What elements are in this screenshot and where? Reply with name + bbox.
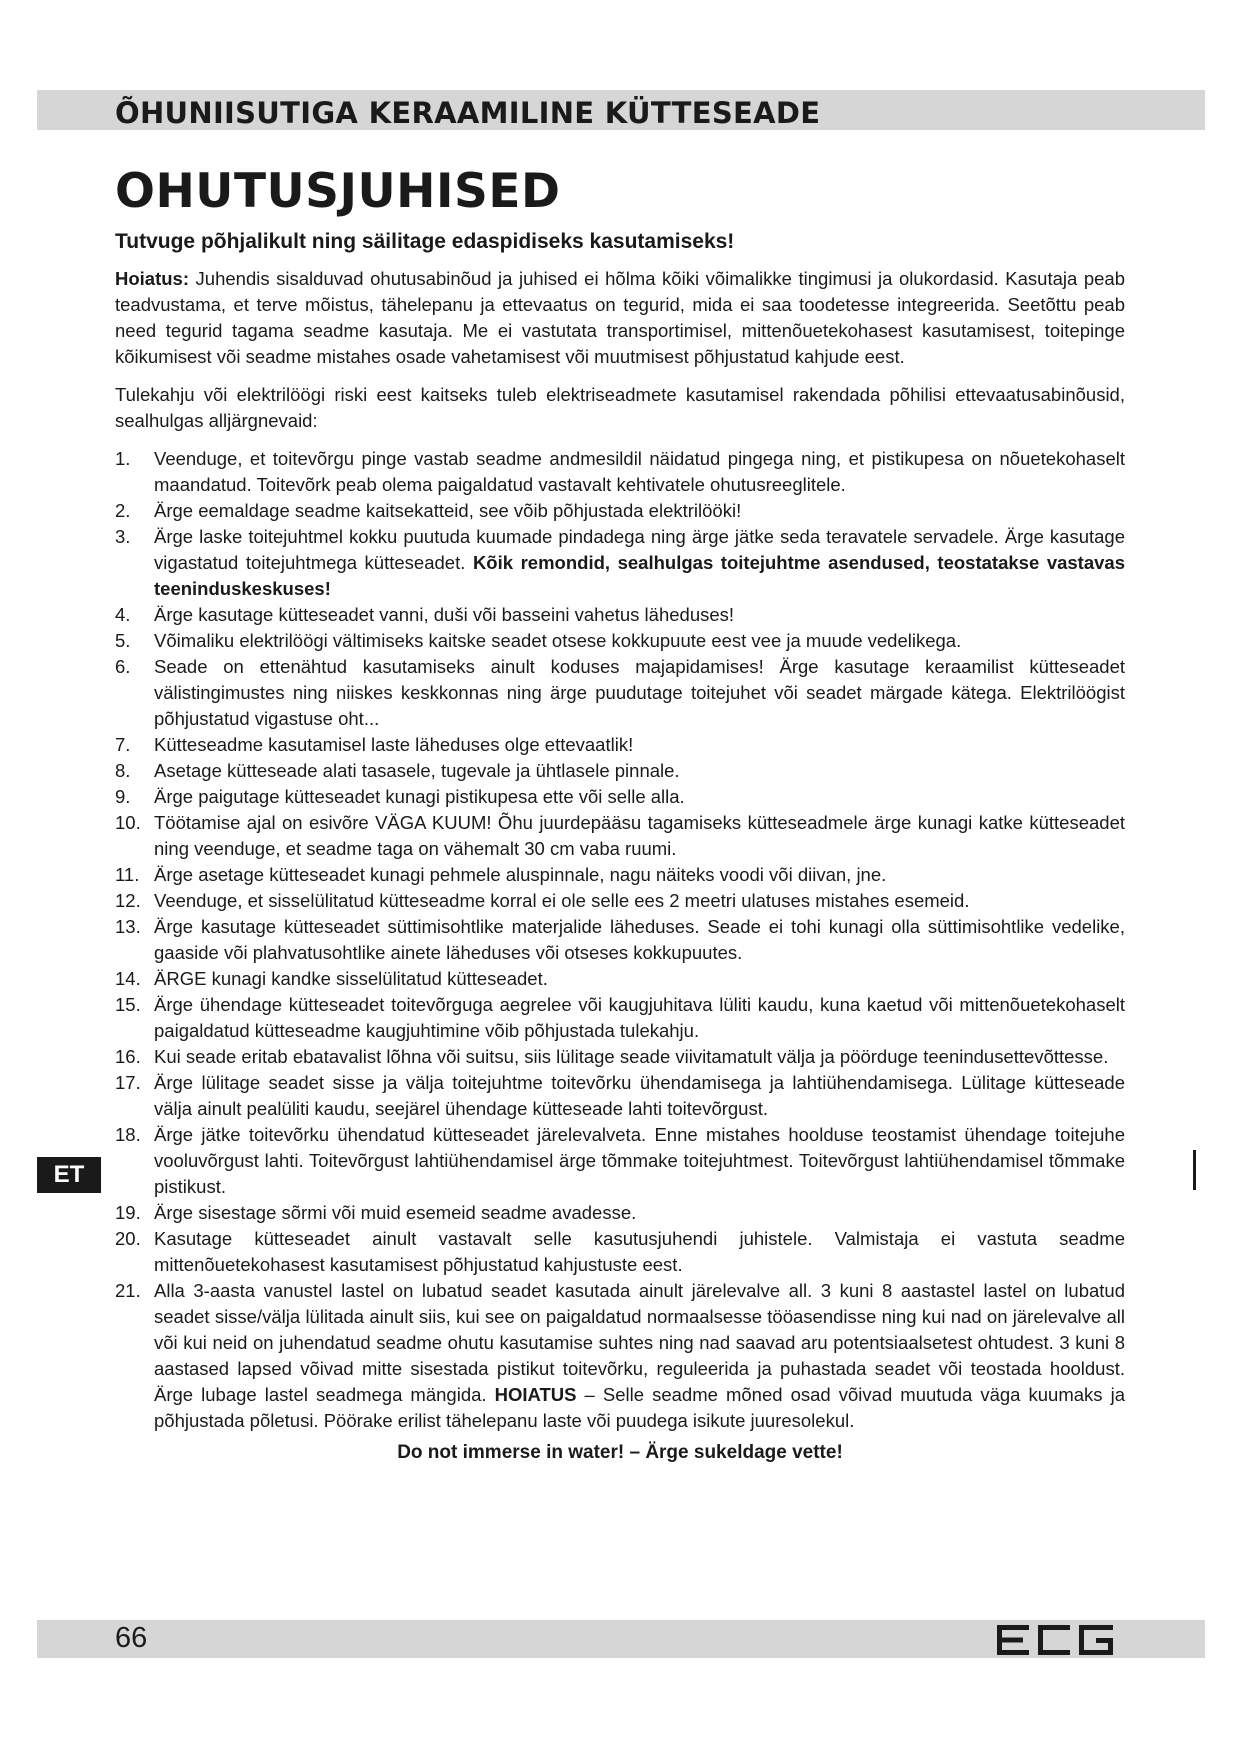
list-item	[115, 1200, 1125, 1226]
list-item	[115, 810, 1125, 862]
list-item-text: Alla 3-aasta vanustel lastel on lubatud seadet kasutada ainult järelevalve all. 3 kuni 8 aastastel lastel on lubatud seadet sisse/välja lülitada ainult siis, kui see on paigaldatud normaalsesse tööasendisse ning kui nad on järelevalve all või kui neid on juhendatud seadme ohutu kasutamise suhtes ning nad saavad aru potentsiaalsetest ohtudest. 3 kuni 8 aastased lapsed võivad mitte sisestada pistikut toitevõrku, reguleerida ja puhastada seadet või teostada hooldust. Ärge lubage lastel seadmega mängida.	[154, 1280, 1125, 1405]
list-item-number: 10.	[115, 812, 141, 833]
warning-paragraph	[115, 266, 1125, 370]
list-item	[115, 1044, 1125, 1070]
list-item-number: 5.	[115, 630, 131, 651]
list-item-number: 9.	[115, 786, 131, 807]
list-item	[115, 784, 1125, 810]
list-item-number: 14.	[115, 968, 141, 989]
warning-label: Hoiatus:	[115, 268, 189, 289]
list-item-text: Ärge lülitage seadet sisse ja välja toitejuhtme toitevõrku ühendamisega ja lahtiühendamisega. Lülitage kütteseade välja ainult pealüliti kaudu, seejärel ühendage kütteseade lahti toitevõrgust.	[154, 1072, 1125, 1119]
list-item-emphasis: HOIATUS	[494, 1384, 577, 1405]
list-item-text: Asetage kütteseade alati tasasele, tugevale ja ühtlasele pinnale.	[154, 760, 680, 781]
list-item-emphasis: Kõik remondid, sealhulgas toitejuhtme asendused, teostatakse vastavas teeninduskeskuses!	[154, 552, 1125, 599]
warning-text: Juhendis sisalduvad ohutusabinõud ja juhised ei hõlma kõiki võimalikke tingimusi ja olukordasid. Kasutaja peab teadvustama, et terve mõistus, tähelepanu ja ettevaatus on tegurid, mida ei saa toodetesse integreerida. Seetõttu peab need tegurid tagama seadme kasutaja. Me ei vastutata transportimisel, mittenõuetekohasest kasutamisest, toitepinge kõikumisest või seadme mistahes osade vahetamisest või muutmisest põhjustatud kahjude eest.	[115, 268, 1125, 367]
list-item-number: 11.	[115, 864, 140, 885]
page-number: 66	[115, 1622, 148, 1654]
list-item-text: Ärge eemaldage seadme kaitsekatteid, see võib põhjustada elektrilööki!	[154, 500, 742, 521]
list-item-text: Ärge paigutage kütteseadet kunagi pistikupesa ette või selle alla.	[154, 786, 685, 807]
list-item-number: 6.	[115, 656, 131, 677]
list-item-text: ÄRGE kunagi kandke sisselülitatud kütteseadet.	[154, 968, 548, 989]
list-item-text: Ärge kasutage kütteseadet vanni, duši või basseini vahetus läheduses!	[154, 604, 735, 625]
list-item	[115, 602, 1125, 628]
list-item-text: Töötamise ajal on esivõre VÄGA KUUM! Õhu juurdepääsu tagamiseks kütteseadmele ärge kunagi katke kütteseadet ning veenduge, et seadme taga on vähemalt 30 cm vaba ruumi.	[154, 812, 1125, 859]
edge-marker	[1193, 1150, 1196, 1190]
list-item-text: Kütteseadme kasutamisel laste läheduses olge ettevaatlik!	[154, 734, 634, 755]
header-bar	[37, 90, 1205, 130]
list-item-text: Veenduge, et toitevõrgu pinge vastab seadme andmesildil näidatud pingega ning, et pistikupesa on nõuetekohaselt maandatud. Toitevõrk peab olema paigaldatud vastavalt kehtivatele ohutusreeglitele.	[154, 448, 1125, 495]
intro-paragraph: Tulekahju või elektrilöögi riski eest kaitseks tuleb elektriseadmete kasutamisel rakendada põhilisi ettevaatusabinõusid, sealhulgas alljärgnevaid:	[115, 384, 1125, 431]
list-item	[115, 498, 1125, 524]
list-item	[115, 446, 1125, 498]
list-item-number: 16.	[115, 1046, 141, 1067]
list-item	[115, 1278, 1125, 1434]
list-item-number: 21.	[115, 1280, 141, 1301]
list-item-text: Võimaliku elektrilöögi vältimiseks kaitske seadet otsese kokkupuute eest vee ja muude vedelikega.	[154, 630, 962, 651]
list-item	[115, 628, 1125, 654]
list-item	[115, 524, 1125, 602]
list-item-number: 17.	[115, 1072, 141, 1093]
list-item-text-continued: – Selle seadme mõned osad võivad muutuda väga kuumaks ja põhjustada põletusi. Pöörake erilist tähelepanu laste või puudega isikute juuresolekul.	[154, 1384, 1125, 1431]
list-item	[115, 1070, 1125, 1122]
footer-bar	[37, 1620, 1205, 1658]
language-tab: ET	[37, 1157, 101, 1193]
list-item	[115, 914, 1125, 966]
list-item	[115, 758, 1125, 784]
list-item	[115, 654, 1125, 732]
list-item	[115, 1226, 1125, 1278]
main-content	[115, 162, 1125, 1466]
list-item-text: Ärge asetage kütteseadet kunagi pehmele aluspinnale, nagu näiteks voodi või diivan, jne.	[154, 864, 887, 885]
list-item-number: 4.	[115, 604, 131, 625]
list-item-number: 13.	[115, 916, 141, 937]
list-item-number: 19.	[115, 1202, 141, 1223]
list-item	[115, 888, 1125, 914]
list-item-number: 20.	[115, 1228, 141, 1249]
list-item	[115, 1122, 1125, 1200]
list-item-number: 2.	[115, 500, 131, 521]
list-item-text: Ärge jätke toitevõrku ühendatud kütteseadet järelevalveta. Enne mistahes hoolduse teostamist ühendage toitejuhe vooluvõrgust lahti. Toitevõrgust lahtiühendamisel ärge tõmmake toitejuhtmest. Toitevõrgust lahtiühendamisel tõmmake pistikust.	[154, 1124, 1125, 1197]
final-warning: Do not immerse in water! – Ärge sukeldage vette!	[397, 1442, 843, 1463]
list-item-text: Ärge sisestage sõrmi või muid esemeid seadme avadesse.	[154, 1202, 637, 1223]
page-title: OHUTUSJUHISED	[115, 164, 561, 219]
ecg-logo	[997, 1625, 1113, 1655]
list-item-number: 3.	[115, 526, 131, 547]
header-title: ÕHUNIISUTIGA KERAAMILINE KÜTTESEADE	[115, 96, 821, 130]
list-item	[115, 992, 1125, 1044]
list-item-number: 7.	[115, 734, 131, 755]
list-item-text: Veenduge, et sisselülitatud kütteseadme korral ei ole selle ees 2 meetri ulatuses mistahes esemeid.	[154, 890, 970, 911]
subtitle: Tutvuge põhjalikult ning säilitage edaspidiseks kasutamiseks!	[115, 230, 735, 253]
list-item-number: 15.	[115, 994, 141, 1015]
list-item-text: Ärge kasutage kütteseadet süttimisohtlike materjalide läheduses. Seade ei tohi kunagi olla süttimisohtlike vedelike, gaaside või plahvatusohtlike ainete läheduses või otseses kokkupuutes.	[154, 916, 1125, 963]
safety-rules-list	[115, 446, 1125, 1434]
list-item-text: Ärge laske toitejuhtmel kokku puutuda kuumade pindadega ning ärge jätke seda teravatele servadele. Ärge kasutage vigastatud toitejuhtmega kütteseadet.	[154, 526, 1125, 573]
list-item-text: Kui seade eritab ebatavalist lõhna või suitsu, siis lülitage seade viivitamatult välja ja pöörduge teenindusettevõttesse.	[154, 1046, 1109, 1067]
list-item-number: 8.	[115, 760, 131, 781]
list-item	[115, 732, 1125, 758]
list-item-text: Seade on ettenähtud kasutamiseks ainult koduses majapidamises! Ärge kasutage keraamilist kütteseadet välistingimustes ning niiskes keskkonnas ning ärge puudutage toitejuhet või seadet märgade kätega. Elektrilöögist põhjustatud vigastuse oht...	[154, 656, 1125, 729]
list-item-number: 1.	[115, 448, 131, 469]
list-item	[115, 862, 1125, 888]
list-item-text: Kasutage kütteseadet ainult vastavalt selle kasutusjuhendi juhistele. Valmistaja ei vastuta seadme mittenõuetekohasest kasutamisest põhjustatud kahjustuste eest.	[154, 1228, 1125, 1275]
list-item-text: Ärge ühendage kütteseadet toitevõrguga aegrelee või kaugjuhitava lüliti kaudu, kuna kaetud või mittenõuetekohaselt paigaldatud kütteseadme kaugjuhtimine võib põhjustada tulekahju.	[154, 994, 1125, 1041]
list-item	[115, 966, 1125, 992]
list-item-number: 18.	[115, 1124, 141, 1145]
list-item-number: 12.	[115, 890, 141, 911]
